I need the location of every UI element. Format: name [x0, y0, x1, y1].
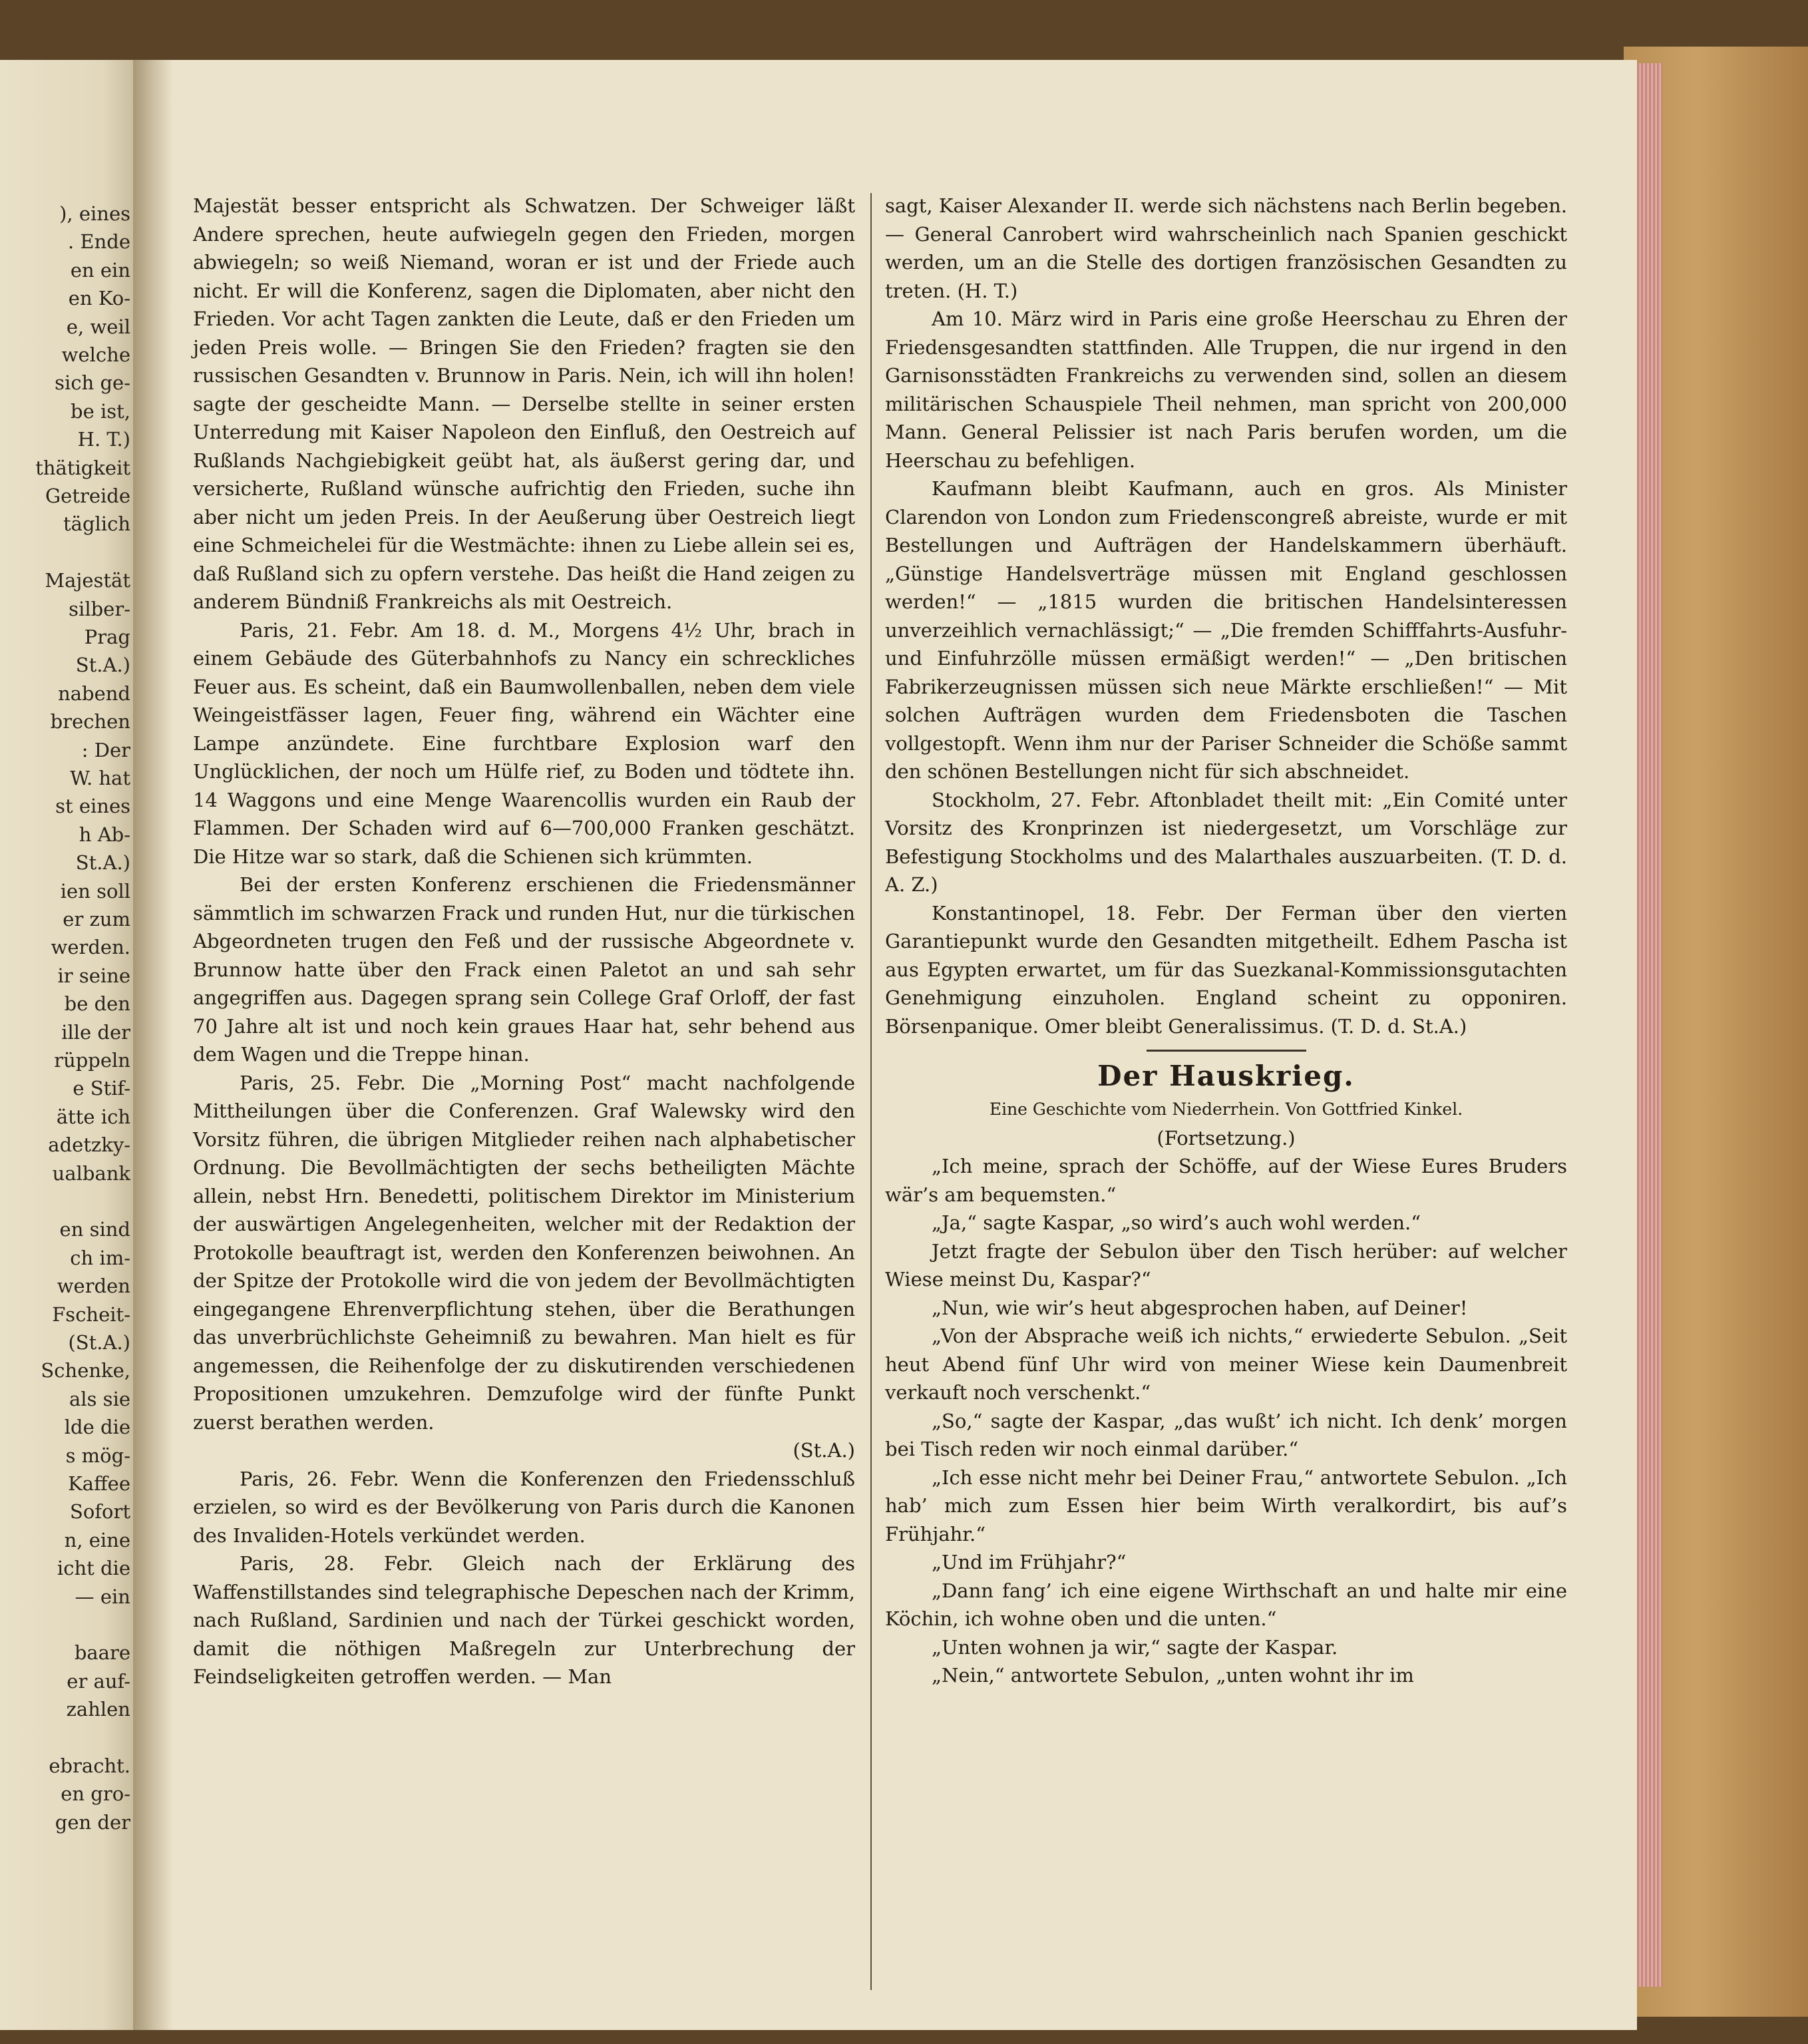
story-title: Der Hauskrieg. [1097, 1060, 1355, 1092]
source-note: (St.A.) [793, 1439, 855, 1462]
left-fragment-line: Majestät [45, 569, 130, 592]
left-fragment-line: rüppeln [54, 1049, 130, 1072]
left-fragment-line: e Stif- [73, 1077, 130, 1100]
paragraph: Paris, 25. Febr. Die „Morning Post“ macht nachfolgende Mittheilungen über die Conferenzen. Graf Walewsky wird den Vorsitz führen, die übrigen Mitglieder reihen nach alphabetischer Ordnung. Die Bevollmächtigten der sechs betheiligten Mächte allein, nebst Hrn. Benedetti, politischem Direktor im Ministerium der auswärtigen Angelegenheiten, welcher mit der Redaktion der Protokolle beauftragt ist, werden den Konferenzen beiwohnen. An der Spitze der Protokolle wird die von jedem der Bevollmächtigten eingegangene Ehrenverpflichtung stehen, über die Berathungen das unverbrüchlichste Geheimniß zu bewahren. Man hielt es für angemessen, die Reihenfolge der zu diskutirenden verschiedenen Propositionen umzukehren. Demzufolge wird der fünfte Punkt zuerst berathen werden. [193, 1071, 855, 1434]
left-fragment-line: en gro- [61, 1782, 130, 1806]
left-page-fragment [0, 60, 136, 2030]
paragraph: Majestät besser entspricht als Schwatzen. Der Schweiger läßt Andere sprechen, heute aufwiegeln gegen den Frieden, morgen abwiegeln; so weiß Niemand, woran er ist und der Friede auch nicht. Er will die Konferenz, sagen die Diplomaten, aber nicht den Frieden. Vor acht Tagen zankten die Leute, daß er den Frieden um jeden Preis wolle. — Bringen Sie den Frieden? fragten sie den russischen Gesandten v. Brunnow in Paris. Nein, ich will ihn holen! sagte der gescheidte Mann. — Derselbe stellte in seiner ersten Unterredung mit Kaiser Napoleon den Einfluß, den Oestreich auf Rußlands Nachgiebigkeit geübt hat, als äußerst gering dar, und versicherte, Rußland wünsche aufrichtig den Frieden, suche ihn aber nicht um jeden Preis. In der Aeußerung über Oestreich liegt eine Schmeichelei für die Westmächte: ihnen zu Liebe allein sei es, daß Rußland sich zu opfern verstehe. Das heißt die Hand zeigen zu anderem Bündniß Frankreichs als mit Oestreich. [193, 194, 855, 613]
left-fragment-line: be den [64, 992, 130, 1016]
left-fragment-line: sich ge- [55, 371, 130, 395]
left-fragment-line: thätigkeit [35, 456, 130, 479]
left-fragment-line: er auf- [67, 1669, 130, 1693]
left-fragment-line: ch im- [70, 1246, 130, 1269]
story-paragraph: „Von der Absprache weiß ich nichts,“ erwiederte Sebulon. „Seit heut Abend fünf Uhr wird von meiner Wiese kein Daumenbreit verkauft noch verschenkt.“ [885, 1325, 1567, 1404]
left-fragment-line: en sind [59, 1218, 130, 1241]
story-paragraph: „So,“ sagte der Kaspar, „das wußt’ ich nicht. Ich denk’ morgen bei Tisch reden wir noch einmal darüber.“ [885, 1409, 1567, 1460]
left-fragment-line: . Ende [67, 230, 130, 254]
newspaper-page [0, 60, 1637, 2030]
column-left [193, 192, 855, 1691]
left-fragment-line: Kaffee [68, 1472, 130, 1495]
left-fragment-line: ebracht. [49, 1754, 130, 1777]
left-fragment-line: s mög- [65, 1444, 130, 1467]
left-fragment-line: Fscheit- [52, 1303, 130, 1326]
left-fragment-line: — ein [75, 1585, 130, 1608]
story-paragraph: „Ich esse nicht mehr bei Deiner Frau,“ antwortete Sebulon. „Ich hab’ mich zum Essen hier beim Wirth veralkordirt, bis auf’s Frühjahr.“ [885, 1466, 1567, 1545]
left-fragment-line: Schenke, [41, 1359, 130, 1382]
left-fragment-line: ), eines [59, 202, 130, 225]
section-separator [1147, 1050, 1306, 1052]
left-fragment-line: Sofort [69, 1500, 130, 1524]
left-fragment-line: brechen [50, 710, 130, 733]
column-right [885, 192, 1567, 1690]
left-fragment-line: ir seine [57, 964, 130, 987]
left-fragment-line: baare [74, 1641, 130, 1665]
paragraph: Kaufmann bleibt Kaufmann, auch en gros. Als Minister Clarendon von London zum Friedenscongreß abreiste, wurde er mit Bestellungen und Aufträgen der Handelskammern überhäuft. „Günstige Handelsverträge müssen mit England geschlossen werden!“ — „1815 wurden die britischen Handelsinteressen unverzeihlich vernachlässigt;“ — „Die fremden Schifffahrts-Ausfuhr- und Einfuhrzölle müssen ermäßigt werden!“ — „Den britischen Fabrikerzeugnissen müssen sich neue Märkte erschließen!“ — Mit solchen Aufträgen wurden dem Friedensboten die Taschen vollgestopft. Wenn ihm nur der Pariser Schneider die Schöße sammt den schönen Bestellungen nicht für sich abschneidet. [885, 477, 1567, 783]
left-fragment-line: St.A.) [75, 851, 130, 875]
left-fragment-line: er zum [63, 908, 130, 930]
left-fragment-line: werden. [51, 936, 130, 959]
left-fragment-line: : Der [81, 738, 130, 761]
paragraph: Stockholm, 27. Febr. Aftonbladet theilt mit: „Ein Comité unter Vorsitz des Kronprinzen ist niedergesetzt, um Vorschläge zur Befestigung Stockholms und des Malarthales auszuarbeiten. (T. D. d. A. Z.) [885, 788, 1567, 896]
paragraph: sagt, Kaiser Alexander II. werde sich nächstens nach Berlin begeben. — General Canrobert wird wahrscheinlich nach Spanien geschickt werden, um an die Stelle des dortigen französischen Gesandten zu treten. (H. T.) [885, 194, 1567, 302]
story-paragraph: Jetzt fragte der Sebulon über den Tisch herüber: auf welcher Wiese meinst Du, Kaspar?“ [885, 1239, 1567, 1291]
left-fragment-line: werden [57, 1275, 130, 1298]
left-fragment-line: adetzky- [48, 1133, 130, 1157]
left-fragment-line: en Ko- [68, 287, 130, 310]
left-fragment-line: zahlen [66, 1698, 130, 1721]
left-fragment-line: lde die [64, 1416, 130, 1439]
left-fragment-line: W. hat [70, 767, 130, 789]
story-subtitle: Eine Geschichte vom Niederrhein. Von Gottfried Kinkel. [989, 1100, 1463, 1119]
story-body [885, 1152, 1567, 1690]
paragraph: Bei der ersten Konferenz erschienen die Friedensmänner sämmtlich im schwarzen Frack und runden Hut, nur die türkischen Abgeordneten trugen den Feß und der russische Abgeordnete v. Brunnow hatte über den Frack einen Paletot an und sah sehr angegriffen aus. Dagegen sprang sein College Graf Orloff, der fast 70 Jahre alt ist und noch kein graues Haar hat, sehr behend aus dem Wagen und die Treppe hinan. [193, 873, 855, 1066]
story-paragraph: „Nun, wie wir’s heut abgesprochen haben, auf Deiner! [932, 1296, 1468, 1319]
paragraph: Paris, 28. Febr. Gleich nach der Erklärung des Waffenstillstandes sind telegraphische Depeschen nach der Krimm, nach Rußland, Sardinien und nach der Türkei geschickt worden, damit die nöthigen Maßregeln zur Unterbrechung der Feindseligkeiten getroffen werden. — Man [193, 1552, 855, 1688]
left-fragment-line: ien soll [60, 879, 130, 903]
paragraph: Paris, 26. Febr. Wenn die Konferenzen den Friedensschluß erzielen, so wird es der Bevölkerung von Paris durch die Kanonen des Invaliden-Hotels verkündet werden. [193, 1467, 855, 1547]
left-fragment-line: gen der [55, 1810, 130, 1834]
left-fragment-line: ualbank [52, 1161, 130, 1185]
story-paragraph: „Und im Frühjahr?“ [932, 1551, 1127, 1573]
left-fragment-line: nabend [58, 682, 130, 705]
left-fragment-line: täglich [63, 512, 130, 536]
story-paragraph: „Ich meine, sprach der Schöffe, auf der Wiese Eures Bruders wär’s am bequemsten.“ [885, 1155, 1567, 1206]
left-fragment-line: e, weil [66, 315, 130, 338]
left-fragment-line: (St.A.) [68, 1331, 130, 1354]
paragraph: Am 10. März wird in Paris eine große Heerschau zu Ehren der Friedensgesandten stattfinden. Alle Truppen, die nur irgend in den Garnisonsstädten Frankreichs zu verwenden sind, sollen an diesem militärischen Schauspiele Theil nehmen, man spricht von 200,000 Mann. General Pelissier ist nach Paris berufen worden, um die Heerschau zu befehligen. [885, 307, 1567, 472]
left-fragment-line: silber- [69, 597, 130, 620]
left-fragment-line: n, eine [64, 1528, 130, 1551]
book-gutter [133, 60, 173, 2030]
left-fragment-line: Prag [84, 626, 130, 648]
left-fragment-line: ätte ich [56, 1105, 130, 1128]
left-fragment-line: H. T.) [77, 428, 130, 451]
left-fragment-line: welche [61, 343, 130, 366]
left-fragment-line: be ist, [71, 399, 130, 423]
paragraph: Paris, 21. Febr. Am 18. d. M., Morgens 4½ Uhr, brach in einem Gebäude des Güterbahnhofs zu Nancy ein schreckliches Feuer aus. Es scheint, daß ein Baumwollenballen, neben dem viele Weingeistfässer lagen, Feuer fing, während ein Wächter eine Lampe anzündete. Eine furchtbare Explosion warf den Unglücklichen, der noch um Hülfe rief, zu Boden und tödtete ihn. 14 Waggons und eine Menge Waarencollis wurden ein Raub der Flammen. Der Schaden wird auf 6—700,000 Franken geschätzt. Die Hitze war so stark, daß die Schienen sich krümmten. [193, 618, 855, 868]
left-fragment-line: icht die [57, 1557, 130, 1580]
left-fragment-line: St.A.) [75, 654, 130, 677]
left-fragment-line: h Ab- [79, 823, 130, 846]
story-paragraph: „Nein,“ antwortete Sebulon, „unten wohnt ihr im [932, 1664, 1414, 1687]
left-fragment-line: en ein [70, 258, 130, 282]
story-continuation: (Fortsetzung.) [1157, 1126, 1296, 1149]
story-paragraph: „Unten wohnen ja wir,“ sagte der Kaspar. [932, 1635, 1338, 1659]
column-divider [870, 193, 872, 1990]
left-fragment-line: ille der [61, 1020, 130, 1044]
story-paragraph: „Dann fang’ ich eine eigene Wirthschaft an und halte mir eine Köchin, ich wohne oben und die unten.“ [885, 1579, 1567, 1630]
left-fragment-line: als sie [69, 1387, 130, 1410]
left-fragment-line: st eines [55, 795, 130, 818]
story-paragraph: „Ja,“ sagte Kaspar, „so wird’s auch wohl werden.“ [932, 1211, 1421, 1234]
paragraph: Konstantinopel, 18. Febr. Der Ferman über den vierten Garantiepunkt wurde den Gesandten mitgetheilt. Edhem Pascha ist aus Egypten erwartet, um für das Suezkanal-Kommissionsgutachten Genehmigung einzuholen. England scheint zu opponiren. Börsenpanique. Omer bleibt Generalissimus. (T. D. d. St.A.) [885, 901, 1567, 1038]
left-fragment-line: Getreide [45, 485, 130, 507]
